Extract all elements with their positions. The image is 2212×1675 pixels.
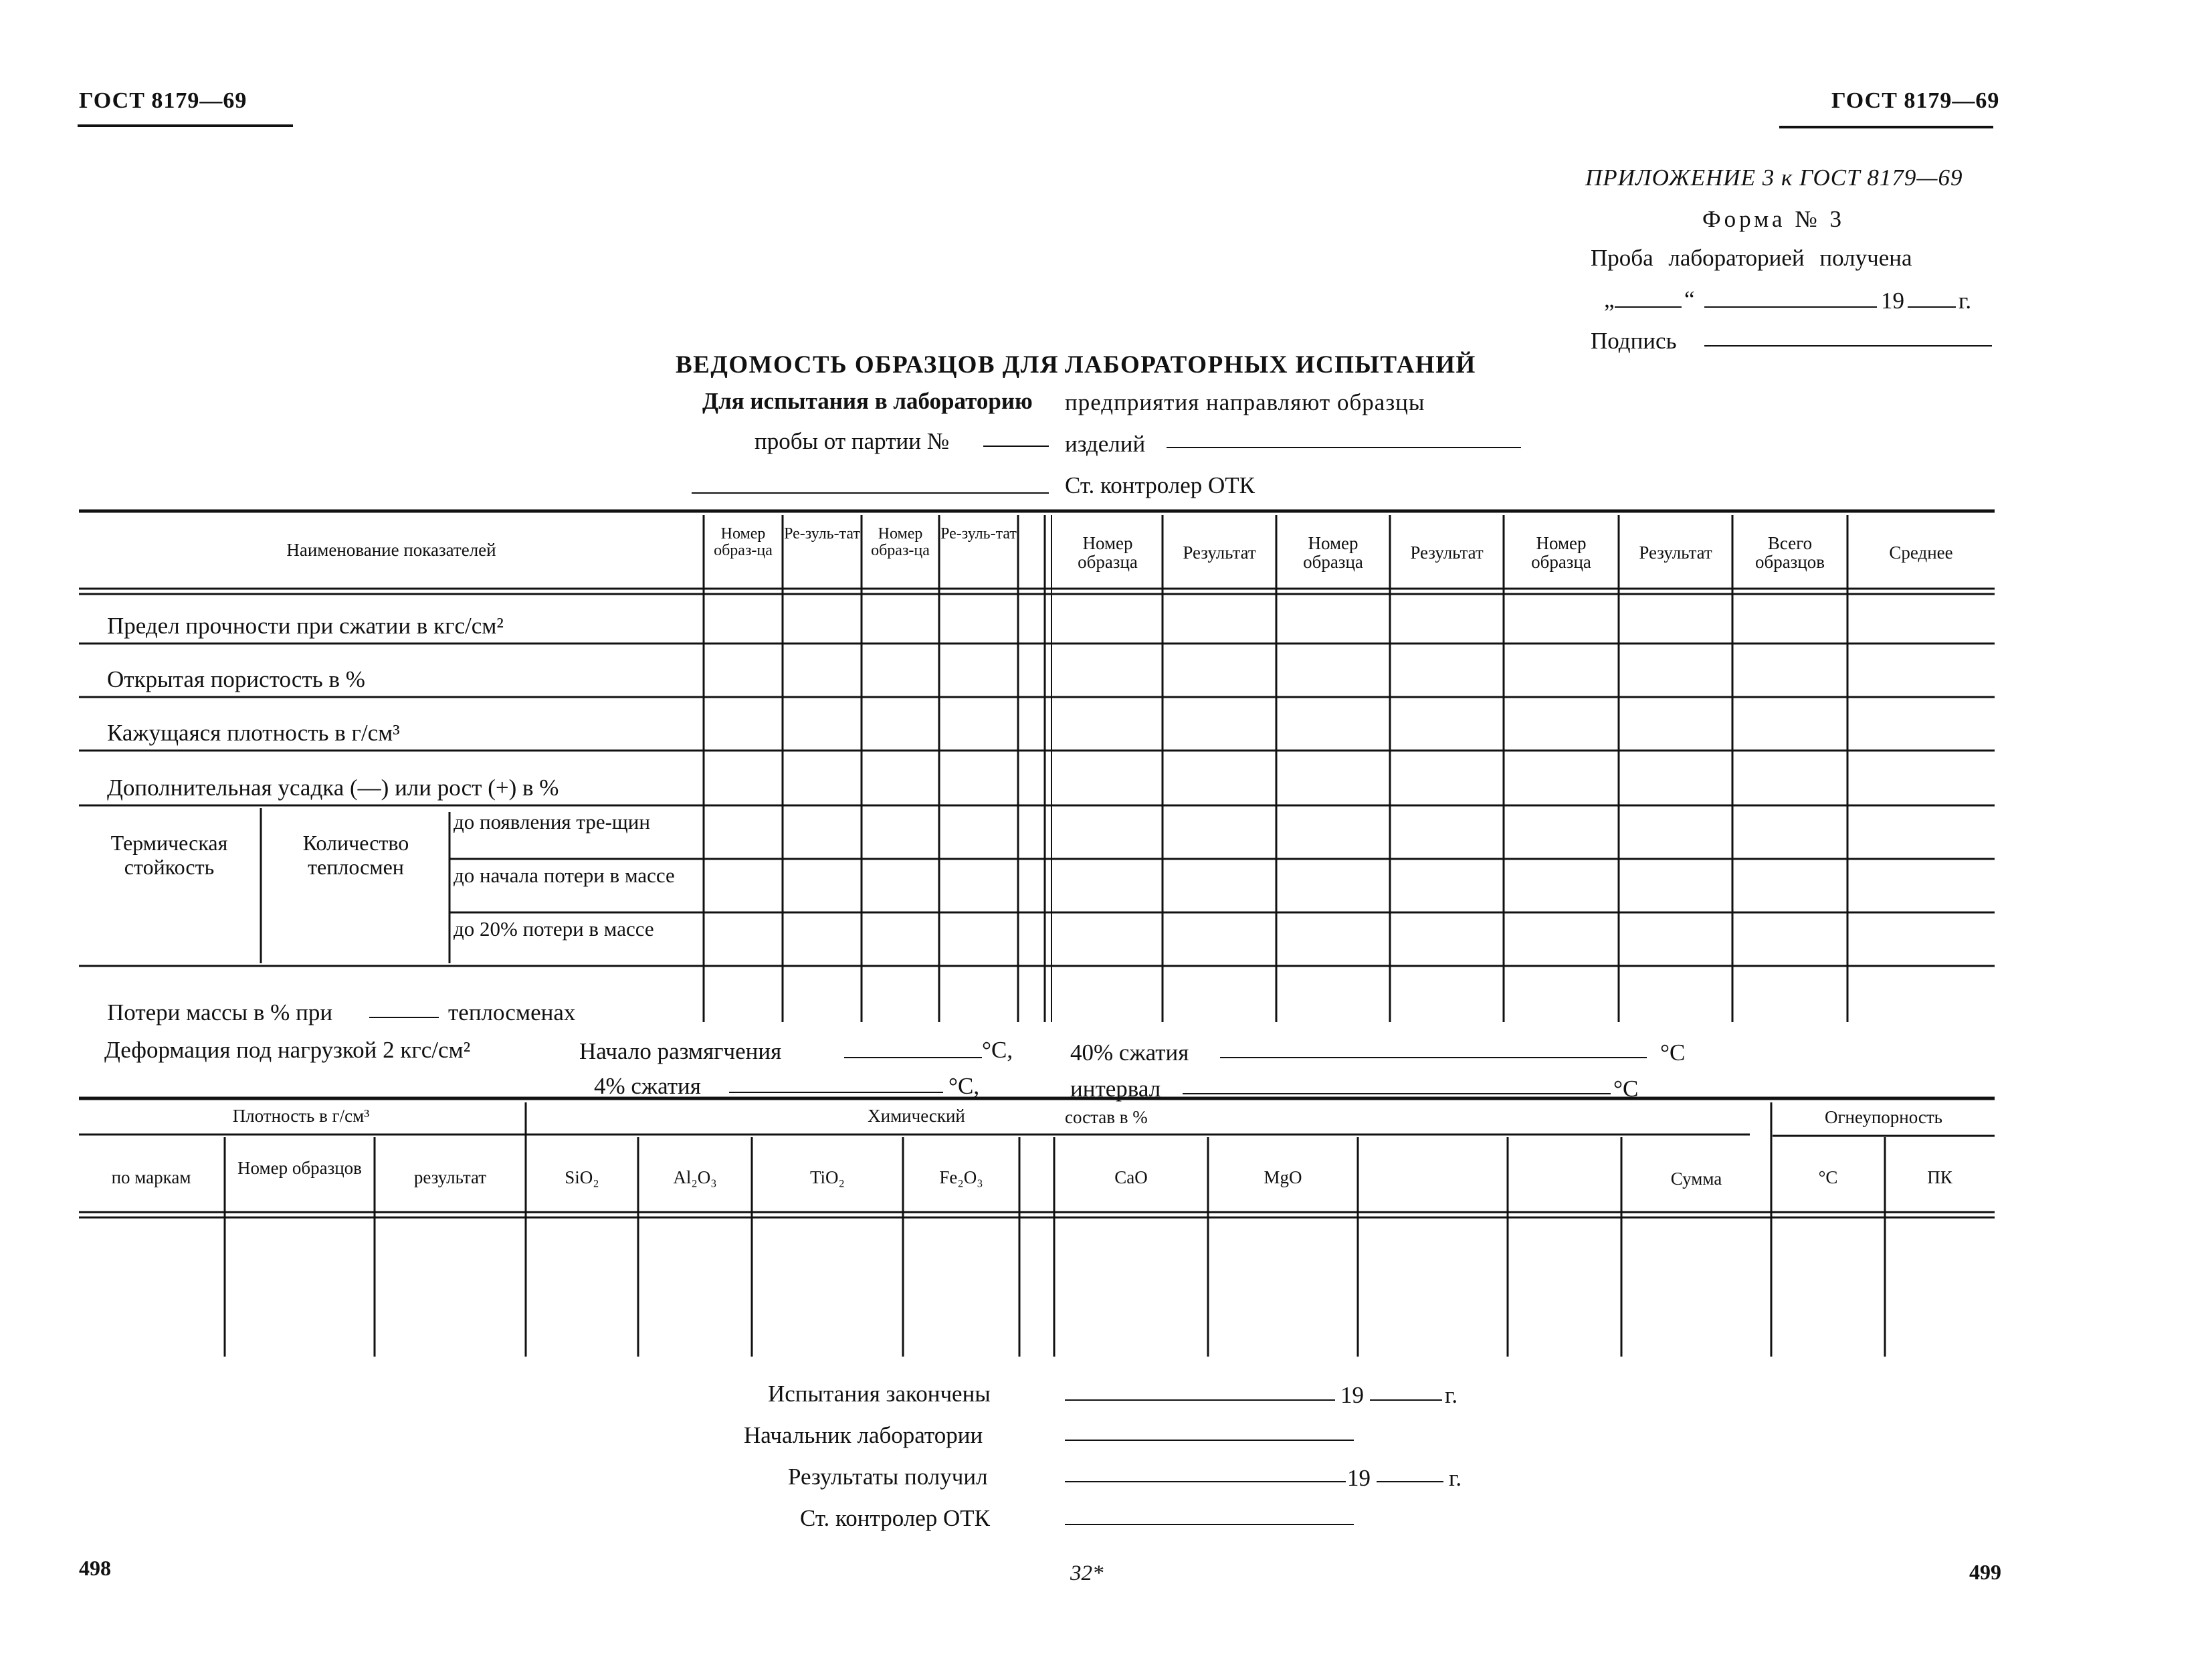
t1-thermal-count: Количество теплосмен (302, 831, 409, 879)
lab-head-field[interactable] (1065, 1440, 1354, 1441)
tests-finished-year: 19 (1340, 1382, 1364, 1408)
t1-col-result1: Ре-зуль-тат (784, 525, 860, 543)
softening-start-label: Начало размягчения (579, 1038, 782, 1064)
t1-row-strength: Предел прочности при сжатии в кгс/см² (107, 613, 504, 639)
softening-start-unit: °С, (982, 1037, 1013, 1063)
intro-line2-right: изделий (1065, 431, 1146, 457)
t1-col-result2: Ре-зуль-тат (940, 525, 1017, 543)
t1-col-sample3: Номер образца (1078, 533, 1138, 572)
mass-loss-suffix: теплосменах (448, 999, 576, 1025)
intro-line1-left: Для испытания в лабораторию (702, 388, 1033, 414)
p40-label: 40% сжатия (1070, 1040, 1189, 1066)
t2-col-deg: °С (1818, 1167, 1838, 1187)
t2-density-header: Плотность в г/см³ (232, 1106, 370, 1126)
results-received-field[interactable] (1065, 1481, 1346, 1482)
doc-title-right: ЛАБОРАТОРНЫХ ИСПЫТАНИЙ (1065, 351, 1476, 379)
t2-col-tio2: TiO₂ (810, 1167, 845, 1187)
t1-header-name: Наименование показателей (286, 540, 496, 560)
interval-unit: °С (1613, 1076, 1639, 1102)
date-year-suffix: г. (1958, 288, 1972, 314)
t2-col-by-grade: по маркам (111, 1167, 191, 1187)
page-signature-mark: 32* (1070, 1561, 1104, 1585)
p40-unit: °С (1660, 1040, 1686, 1066)
t2-col-sio2: SiO₂ (565, 1167, 599, 1187)
t1-row-density: Кажущаяся плотность в г/см³ (107, 720, 400, 746)
p4-label: 4% сжатия (594, 1073, 701, 1099)
lab-head-label: Начальник лаборатории (744, 1422, 983, 1448)
t2-col-result: результат (413, 1167, 487, 1187)
t1-row-porosity: Открытая пористость в % (107, 666, 365, 692)
right-header-code: ГОСТ 8179—69 (1831, 88, 2000, 113)
interval-label: интервал (1070, 1076, 1161, 1102)
p4-unit: °С, (948, 1073, 980, 1099)
otk-controller-label: Ст. контролер ОТК (800, 1505, 991, 1531)
t2-col-fe2o3: Fe₂O₃ (939, 1167, 983, 1187)
results-received-year: 19 (1347, 1465, 1371, 1491)
date-year-prefix: 19 (1881, 288, 1904, 314)
t1-thermal-sub2: до начала потери в массе (454, 864, 675, 887)
t1-col-sample4: Номер образца (1303, 533, 1363, 572)
tests-finished-label: Испытания закончены (768, 1381, 991, 1407)
deformation-label: Деформация под нагрузкой 2 кгс/см² (104, 1037, 471, 1063)
intro-line1-right: предприятия направляют образцы (1065, 389, 1425, 415)
page-number-left: 498 (79, 1556, 111, 1580)
results-received-year-field[interactable] (1377, 1481, 1443, 1482)
t1-thermal-sub1: до появления тре-щин (454, 810, 650, 833)
date-close-quote: “ (1684, 286, 1695, 312)
intro-line3-right: Ст. контролер ОТК (1065, 472, 1255, 498)
t1-col-result4: Результат (1410, 543, 1484, 563)
t1-col-total: Всего образцов (1754, 533, 1825, 572)
t2-col-al2o3: Al₂O₃ (673, 1167, 717, 1187)
t2-col-sum: Сумма (1670, 1169, 1722, 1189)
t2-col-pk: ПК (1927, 1167, 1952, 1187)
form-number: Форма № 3 (1702, 206, 1845, 232)
t1-col-result5: Результат (1639, 543, 1712, 563)
appendix-title: ПРИЛОЖЕНИЕ 3 к ГОСТ 8179—69 (1585, 165, 1963, 191)
results-received-year-suffix: г. (1449, 1465, 1462, 1491)
page-number-right: 499 (1969, 1560, 2001, 1584)
t1-col-sample5: Номер образца (1531, 533, 1591, 572)
t1-thermal-label: Термическая стойкость (110, 831, 228, 879)
t2-composition-header: состав в % (1065, 1107, 1148, 1127)
tests-finished-year-field[interactable] (1370, 1399, 1442, 1401)
t1-col-result3: Результат (1183, 543, 1256, 563)
left-header-code: ГОСТ 8179—69 (79, 88, 247, 113)
t2-col-mgo: MgO (1264, 1167, 1302, 1187)
intro-line2-left: пробы от партии № (755, 428, 950, 454)
t2-col-sample-number: Номер образцов (237, 1158, 362, 1178)
t1-col-sample1: Номер образ-ца (714, 525, 773, 559)
otk-controller-field[interactable] (1065, 1524, 1354, 1525)
tests-finished-year-suffix: г. (1445, 1382, 1458, 1408)
mass-loss-prefix: Потери массы в % при (107, 999, 333, 1025)
sample-received-label: Проба лабораторией получена (1591, 245, 1912, 271)
t2-chemical-header: Химический (868, 1106, 965, 1126)
t1-col-sample2: Номер образ-ца (871, 525, 930, 559)
t1-row-shrinkage: Дополнительная усадка (—) или рост (+) в % (107, 775, 559, 801)
doc-title-left: ВЕДОМОСТЬ ОБРАЗЦОВ ДЛЯ (676, 351, 1060, 379)
t2-col-cao: CaO (1114, 1167, 1148, 1187)
date-open-quote: „ (1604, 286, 1615, 312)
t2-refractory-header: Огнеупорность (1824, 1107, 1942, 1127)
tests-finished-field[interactable] (1065, 1399, 1335, 1401)
results-received-label: Результаты получил (788, 1464, 988, 1490)
t1-thermal-sub3: до 20% потери в массе (454, 917, 654, 941)
signature-label: Подпись (1591, 328, 1677, 354)
t1-col-average: Среднее (1889, 543, 1953, 563)
